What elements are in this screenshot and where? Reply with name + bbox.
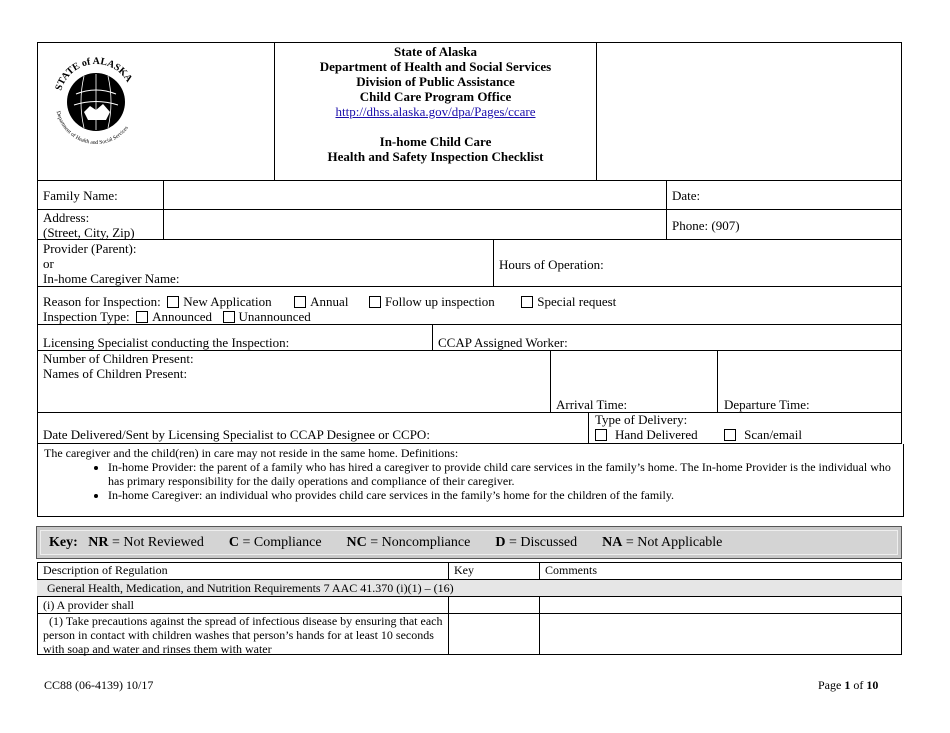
header-department: Department of Health and Social Services [319,59,552,74]
date-label: Date: [672,188,701,203]
reason-row: Reason for Inspection: New Application Annual Follow up inspection Special request [43,294,617,309]
logo-state-text: STATE of ALASKA [53,55,135,93]
key-legend: Key: NR = Not Reviewed C = Compliance NC = Noncompliance D = Discussed NA = Not Applicable [49,535,723,550]
delivery-type-block: Type of Delivery: Hand Delivered Scan/email [595,412,802,442]
family-name-field[interactable] [164,181,666,209]
form-title: In-home Child Care [379,134,492,149]
delivered-label: Date Delivered/Sent by Licensing Specialist to CCAP Designee or CCPO: [43,427,430,442]
key-cell-row2[interactable] [449,615,539,654]
table-row-provider-shall: (i) A provider shall [43,598,134,612]
page-number: Page 1 of 10 [818,678,879,692]
table-row-hand-washing: (1) Take precautions against the spread of infectious disease by ensuring that each person in contact with children washes that person’s hands for at least 10 seconds with soap and water and rinses them with water [43,614,443,656]
phone-field[interactable] [745,211,901,239]
state-seal-logo [46,50,146,146]
unannounced-checkbox[interactable] [223,311,235,323]
header-state: State of Alaska [393,44,478,59]
comments-cell-row1[interactable] [540,598,901,613]
key-cell-row1[interactable] [449,598,539,613]
scan-email-checkbox[interactable] [724,429,736,441]
col-header-comments: Comments [545,563,598,577]
ccap-worker-label: CCAP Assigned Worker: [438,335,568,350]
header-title-block [275,44,596,164]
col-header-description: Description of Regulation [43,563,168,577]
arrival-time-label: Arrival Time: [556,397,628,412]
follow-up-checkbox[interactable] [369,296,381,308]
form-subtitle: Health and Safety Inspection Checklist [327,149,544,164]
announced-checkbox[interactable] [136,311,148,323]
children-label: Number of Children Present: Names of Children Present: [43,351,194,381]
key-bar [36,526,902,559]
header-division: Division of Public Assistance [356,74,515,89]
phone-label: Phone: (907) [672,218,740,233]
section-title: General Health, Medication, and Nutrition Requirements 7 AAC 41.370 (i)(1) – (16) [47,581,454,595]
inspection-type-row: Inspection Type: Announced Unannounced [43,309,311,324]
logo-dept-text: Department of Health and Social Services [54,110,130,146]
form-id: CC88 (06-4139) 10/17 [44,678,154,692]
specialist-label: Licensing Specialist conducting the Inspection: [43,335,290,350]
special-request-checkbox[interactable] [521,296,533,308]
address-field[interactable] [164,211,666,239]
definitions-intro: The caregiver and the child(ren) in care may not reside in the same home. Definitions: [44,446,459,460]
header-divider-right [596,42,597,181]
col-header-key: Key [454,563,474,577]
header-url-link[interactable]: http://dhss.alaska.gov/dpa/Pages/ccare [335,104,536,119]
departure-time-label: Departure Time: [724,397,810,412]
address-label: Address: (Street, City, Zip) [43,210,135,240]
header-office: Child Care Program Office [359,89,512,104]
family-name-label: Family Name: [43,188,118,203]
hours-label: Hours of Operation: [499,257,604,272]
provider-label: Provider (Parent): or In-home Caregiver Name: [43,241,180,286]
comments-cell-row2[interactable] [540,615,901,654]
new-application-checkbox[interactable] [167,296,179,308]
date-field[interactable] [705,181,901,209]
definitions-list [44,460,897,502]
definitions-box [37,444,904,517]
hand-delivered-checkbox[interactable] [595,429,607,441]
definition-in-home-caregiver: • In-home Caregiver: an individual who provides child care services in the family’s home for the children of the family. [108,488,897,502]
definition-in-home-provider: • In-home Provider: the parent of a family who has hired a caregiver to provide child care services in the family’s home. The In-home Provider is the individual who has primary responsibility for the daily operations and compliance of their caregiver. [108,460,897,488]
annual-checkbox[interactable] [294,296,306,308]
